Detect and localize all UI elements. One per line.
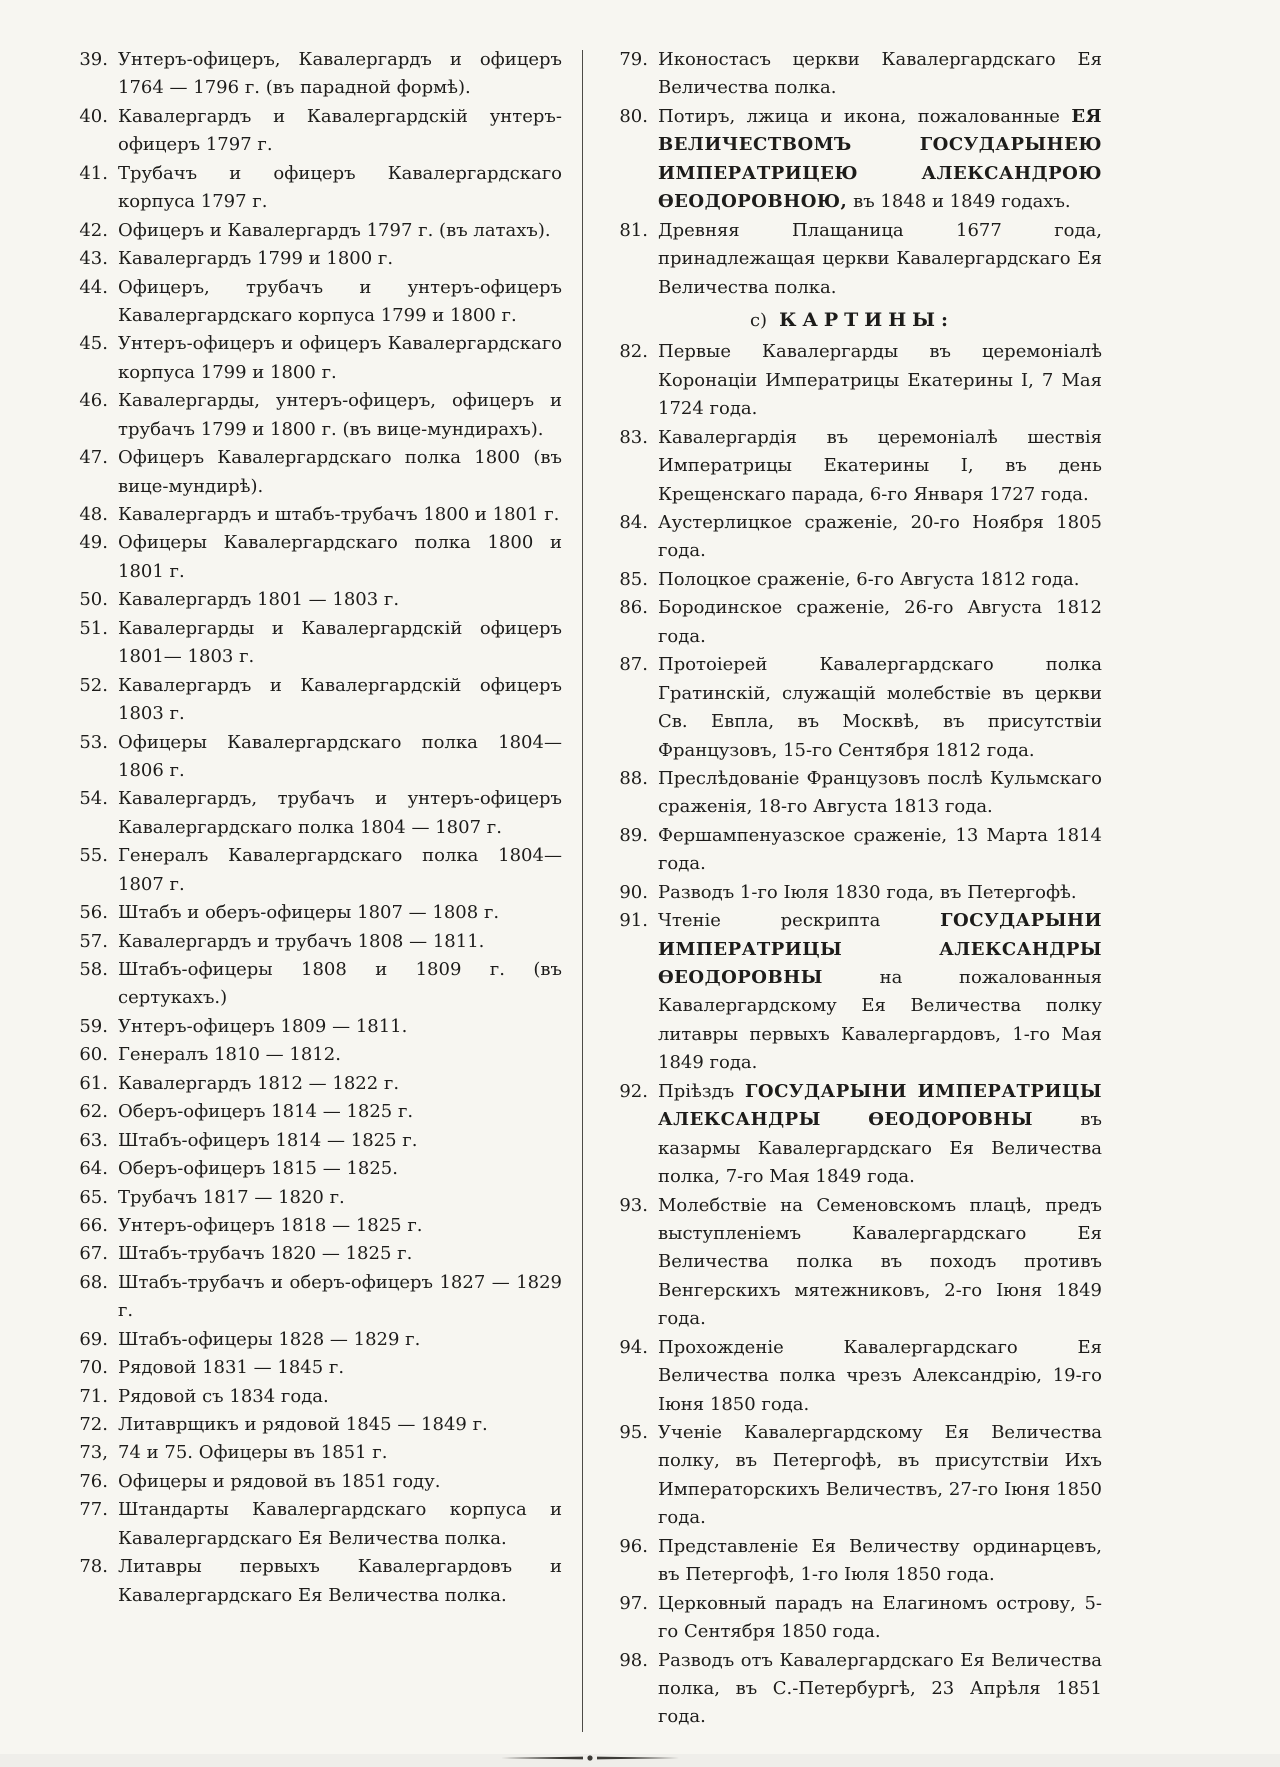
item-number: 39. [79, 49, 108, 70]
list-item [62, 672, 562, 729]
item-text: Фершампенуазское сраженіе, 13 Марта 1814 года. [658, 824, 1102, 875]
item-text: Литаврщикъ и рядовой 1845 — 1849 г. [118, 1414, 488, 1435]
item-text: Штабъ-трубачъ и оберъ-офицеръ 1827 — 1829 г. [118, 1271, 562, 1322]
item-number: 53. [79, 731, 108, 753]
item-number: 69. [79, 1328, 108, 1350]
list-item [62, 729, 562, 786]
list-item [62, 245, 562, 273]
item-number: 68. [79, 1271, 108, 1293]
item-text: Офицеры и рядовой въ 1851 году. [118, 1470, 441, 1492]
item-number: 41. [79, 162, 108, 184]
item-number: 82. [619, 341, 648, 363]
item-number: 45. [79, 333, 108, 355]
item-number: 71. [79, 1385, 108, 1407]
item-text: Штабъ-трубачъ 1820 — 1825 г. [118, 1243, 413, 1265]
item-number: 89. [619, 824, 648, 846]
list-item [62, 1468, 562, 1496]
item-text: Бородинское сраженіе, 26-го Августа 1812 года. [658, 597, 1102, 647]
item-text: Трубачъ и офицеръ Кавалергардскаго корпуса 1797 г. [118, 162, 562, 213]
item-text: Кавалергарды и Кавалергардскій офицеръ 1801— 1803 г. [118, 617, 562, 668]
item-number: 47. [79, 447, 108, 469]
item-number: 49. [79, 532, 108, 554]
list-item [62, 103, 562, 160]
item-text: Офицеры Кавалергардскаго полка 1804—1806 г. [118, 731, 562, 781]
list-item [602, 765, 1102, 822]
item-text: Штабъ и оберъ-офицеры 1807 — 1808 г. [118, 902, 500, 924]
item-text: Трубачъ 1817 — 1820 г. [118, 1186, 345, 1208]
item-text: Унтеръ-офицеръ 1809 — 1811. [118, 1015, 408, 1037]
item-number: 81. [619, 219, 648, 241]
section-title: КАРТИНЫ: [779, 308, 955, 331]
item-text: Протоіерей Кавалергардскаго полка Гратинскій, служащій молебствіе въ церкви Св. Евпла, въ Москвѣ, въ присутствіи Французовъ, 15-го Сентября 1812 года. [658, 654, 1102, 761]
list-item [62, 501, 562, 529]
section-header-pictures [602, 302, 1102, 338]
item-text: Офицеръ и Кавалергардъ 1797 г. (въ латахъ). [118, 219, 551, 241]
item-text: Разводъ отъ Кавалергардскаго Ея Величества полка, въ С.-Петербургѣ, 23 Апрѣля 1851 года. [658, 1649, 1102, 1728]
item-text: Штандарты Кавалергардскаго корпуса и Кавалергардскаго Ея Величества полка. [118, 1499, 562, 1549]
column-divider-rule [582, 50, 583, 1732]
item-number: 54. [79, 788, 108, 810]
list-item [62, 928, 562, 956]
item-number: 76. [79, 1470, 108, 1492]
item-text: Кавалергардъ 1799 и 1800 г. [118, 248, 394, 270]
item-number: 95. [619, 1422, 648, 1443]
item-number: 40. [79, 105, 108, 127]
item-number: 97. [619, 1592, 648, 1614]
list-item [602, 822, 1102, 879]
item-number: 80. [619, 105, 648, 127]
item-number: 57. [79, 930, 108, 952]
list-item [62, 1013, 562, 1041]
item-text: Потиръ, лжица и икона, пожалованные ЕЯ ВЕЛИЧЕСТВОМЪ ГОСУДАРЫНЕЮ ИМПЕРАТРИЦЕЮ АЛЕКСАНДРОЮ ѲЕОДОРОВНОЮ, въ 1848 и 1849 годахъ. [658, 105, 1102, 213]
item-text: Кавалергардъ, трубачъ и унтеръ-офицеръ Кавалергардскаго полка 1804 — 1807 г. [118, 788, 562, 838]
item-number: 59. [79, 1015, 108, 1037]
item-number: 51. [79, 617, 108, 639]
list-item [62, 387, 562, 444]
item-text: Чтеніе рескрипта ГОСУДАРЫНИ ИМПЕРАТРИЦЫ АЛЕКСАНДРЫ ѲЕОДОРОВНЫ на пожалованныя Кавалергардскому Ея Величества полку литавры первыхъ Кавалергардовъ, 1-го Мая 1849 года. [658, 910, 1102, 1074]
list-item [602, 217, 1102, 302]
item-text: Унтеръ-офицеръ, Кавалергардъ и офицеръ 1764 — 1796 г. (въ парадной формѣ). [118, 49, 562, 99]
item-number: 50. [79, 589, 108, 611]
item-number: 91. [619, 910, 648, 932]
item-number: 55. [79, 845, 108, 867]
list-item [62, 586, 562, 614]
item-number: 90. [619, 881, 648, 903]
item-number: 61. [79, 1072, 108, 1094]
item-text: Полоцкое сраженіе, 6-го Августа 1812 года. [658, 568, 1080, 590]
list-item [62, 529, 562, 586]
list-item [602, 1419, 1102, 1533]
item-number: 94. [619, 1336, 648, 1358]
item-text: Пріѣздъ ГОСУДАРЫНИ ИМПЕРАТРИЦЫ АЛЕКСАНДРЫ ѲЕОДОРОВНЫ въ казармы Кавалергардскаго Ея Величества полка, 7-го Мая 1849 года. [658, 1080, 1102, 1188]
item-text: 74 и 75. Офицеры въ 1851 г. [118, 1442, 388, 1464]
item-number: 96. [619, 1535, 648, 1557]
list-item [62, 1098, 562, 1126]
item-number: 46. [79, 390, 108, 412]
item-text: Ученіе Кавалергардскому Ея Величества полку, въ Петергофѣ, въ присутствіи Ихъ Императорскихъ Величествъ, 27-го Іюня 1850 года. [658, 1422, 1102, 1529]
list-item [602, 1647, 1102, 1732]
list-item [62, 1240, 562, 1268]
list-item [62, 160, 562, 217]
item-number: 65. [79, 1186, 108, 1208]
list-item [62, 899, 562, 927]
item-number: 72. [79, 1414, 108, 1435]
list-item [602, 103, 1102, 217]
item-number: 98. [619, 1649, 648, 1671]
item-number: 78. [79, 1556, 108, 1578]
list-item [62, 330, 562, 387]
item-text: Штабъ-офицеры 1828 — 1829 г. [118, 1328, 421, 1350]
item-number: 70. [79, 1357, 108, 1379]
item-number: 66. [79, 1214, 108, 1236]
item-text: Древняя Плащаница 1677 года, принадлежащая церкви Кавалергардскаго Ея Величества полка. [658, 219, 1102, 298]
item-number: 58. [79, 959, 108, 980]
list-item [602, 46, 1102, 103]
item-number: 88. [619, 767, 648, 789]
list-item [62, 1553, 562, 1610]
list-item [62, 1269, 562, 1326]
item-number: 83. [619, 426, 648, 448]
list-item [602, 1078, 1102, 1192]
list-item [62, 1127, 562, 1155]
item-text: Преслѣдованіе Французовъ послѣ Кульмскаго сраженія, 18-го Августа 1813 года. [658, 767, 1102, 818]
item-number: 48. [79, 504, 108, 525]
item-number: 67. [79, 1243, 108, 1265]
item-text: Офицеръ Кавалергардскаго полка 1800 (въ вице-мундирѣ). [118, 447, 562, 497]
item-text: Первые Кавалергарды въ церемоніалѣ Коронаціи Императрицы Екатерины I, 7 Мая 1724 года. [658, 341, 1102, 420]
list-item [62, 1184, 562, 1212]
item-number: 43. [79, 248, 108, 270]
list-item [62, 46, 562, 103]
item-number: 63. [79, 1129, 108, 1151]
item-number: 60. [79, 1044, 108, 1066]
item-text: Генералъ Кавалергардскаго полка 1804—1807 г. [118, 845, 562, 895]
list-item [62, 217, 562, 245]
right-column [602, 46, 1102, 1732]
item-number: 44. [79, 276, 108, 298]
item-text: Офицеръ, трубачъ и унтеръ-офицеръ Кавалергардскаго корпуса 1799 и 1800 г. [118, 276, 562, 326]
list-item [62, 1354, 562, 1382]
list-item [62, 615, 562, 672]
item-number: 86. [619, 597, 648, 619]
list-item [62, 1496, 562, 1553]
list-item [62, 785, 562, 842]
list-item [62, 1326, 562, 1354]
item-number: 56. [79, 902, 108, 924]
list-item [602, 594, 1102, 651]
list-item [602, 651, 1102, 765]
item-number: 42. [79, 219, 108, 241]
item-number: 87. [619, 654, 648, 676]
item-text: Генералъ 1810 — 1812. [118, 1044, 341, 1066]
list-item [602, 509, 1102, 566]
item-number: 62. [79, 1101, 108, 1123]
item-text: Представленіе Ея Величеству ординарцевъ, въ Петергофѣ, 1-го Іюля 1850 года. [658, 1535, 1102, 1586]
item-number: 52. [79, 674, 108, 696]
left-column [62, 46, 562, 1732]
item-text: Разводъ 1-го Іюля 1830 года, въ Петергофѣ. [658, 881, 1077, 903]
item-text: Прохожденіе Кавалергардскаго Ея Величества полка чрезъ Александрію, 19-го Іюня 1850 года. [658, 1336, 1102, 1415]
section-letter: с) [749, 309, 768, 331]
list-item [62, 842, 562, 899]
item-text: Кавалергардъ и трубачъ 1808 — 1811. [118, 930, 485, 952]
list-item [602, 1590, 1102, 1647]
item-text: Кавалергардъ и Кавалергардскій унтеръ-офицеръ 1797 г. [118, 105, 562, 156]
item-text: Кавалергардъ 1812 — 1822 г. [118, 1072, 400, 1094]
item-text: Кавалергардъ и штабъ-трубачъ 1800 и 1801 г. [118, 504, 560, 525]
list-item [62, 1070, 562, 1098]
item-number: 84. [619, 512, 648, 533]
list-item [62, 1383, 562, 1411]
list-item [602, 566, 1102, 594]
list-item [602, 907, 1102, 1078]
list-item [62, 1155, 562, 1183]
tailpiece-ornament [62, 1748, 1118, 1767]
item-text: Рядовой 1831 — 1845 г. [118, 1357, 345, 1379]
item-number: 92. [619, 1080, 648, 1102]
item-text: Рядовой съ 1834 года. [118, 1385, 329, 1407]
list-item [62, 956, 562, 1013]
item-text: Аустерлицкое сраженіе, 20-го Ноября 1805 года. [658, 512, 1102, 562]
list-item [602, 1192, 1102, 1334]
list-item [62, 1212, 562, 1240]
item-text: Офицеры Кавалергардскаго полка 1800 и 1801 г. [118, 532, 562, 582]
item-text: Унтеръ-офицеръ и офицеръ Кавалергардскаго корпуса 1799 и 1800 г. [118, 333, 562, 383]
tailpiece-rule-icon [495, 1753, 685, 1763]
item-number: 79. [619, 49, 648, 70]
item-text: Штабъ-офицеръ 1814 — 1825 г. [118, 1129, 418, 1151]
item-number: 73, [79, 1442, 108, 1464]
item-text: Литавры первыхъ Кавалергардовъ и Кавалергардскаго Ея Величества полка. [118, 1556, 562, 1606]
list-item [62, 274, 562, 331]
item-text: Церковный парадъ на Елагиномъ острову, 5-го Сентября 1850 года. [658, 1592, 1102, 1643]
item-text: Иконостасъ церкви Кавалергардскаго Ея Величества полка. [658, 49, 1102, 99]
item-text: Кавалергардія въ церемоніалѣ шествія Императрицы Екатерины I, въ день Крещенскаго парада, 6-го Января 1727 года. [658, 426, 1102, 505]
list-item [62, 1411, 562, 1439]
item-number: 77. [79, 1499, 108, 1521]
item-text: Штабъ-офицеры 1808 и 1809 г. (въ сертукахъ.) [118, 959, 562, 1009]
item-number: 64. [79, 1158, 108, 1180]
two-column-text-block [62, 46, 1280, 1732]
list-item [62, 444, 562, 501]
list-item [602, 879, 1102, 907]
item-text: Унтеръ-офицеръ 1818 — 1825 г. [118, 1214, 423, 1236]
item-text: Кавалергардъ и Кавалергардскій офицеръ 1803 г. [118, 674, 562, 725]
list-item [602, 338, 1102, 423]
item-text: Оберъ-офицеръ 1815 — 1825. [118, 1158, 398, 1180]
list-item [62, 1041, 562, 1069]
item-text: Оберъ-офицеръ 1814 — 1825 г. [118, 1101, 414, 1123]
item-text: Кавалергарды, унтеръ-офицеръ, офицеръ и трубачъ 1799 и 1800 г. (въ вице-мундирахъ). [118, 390, 562, 440]
list-item [602, 424, 1102, 509]
item-text: Молебствіе на Семеновскомъ плацѣ, предъ выступленіемъ Кавалергардскаго Ея Величества полка въ походъ противъ Венгерскихъ мятежниковъ, 2-го Іюня 1849 года. [658, 1194, 1102, 1330]
list-item [602, 1533, 1102, 1590]
list-item [62, 1439, 562, 1467]
item-number: 85. [619, 568, 648, 590]
list-item [602, 1334, 1102, 1419]
item-text: Кавалергардъ 1801 — 1803 г. [118, 589, 400, 611]
item-number: 93. [619, 1194, 648, 1216]
